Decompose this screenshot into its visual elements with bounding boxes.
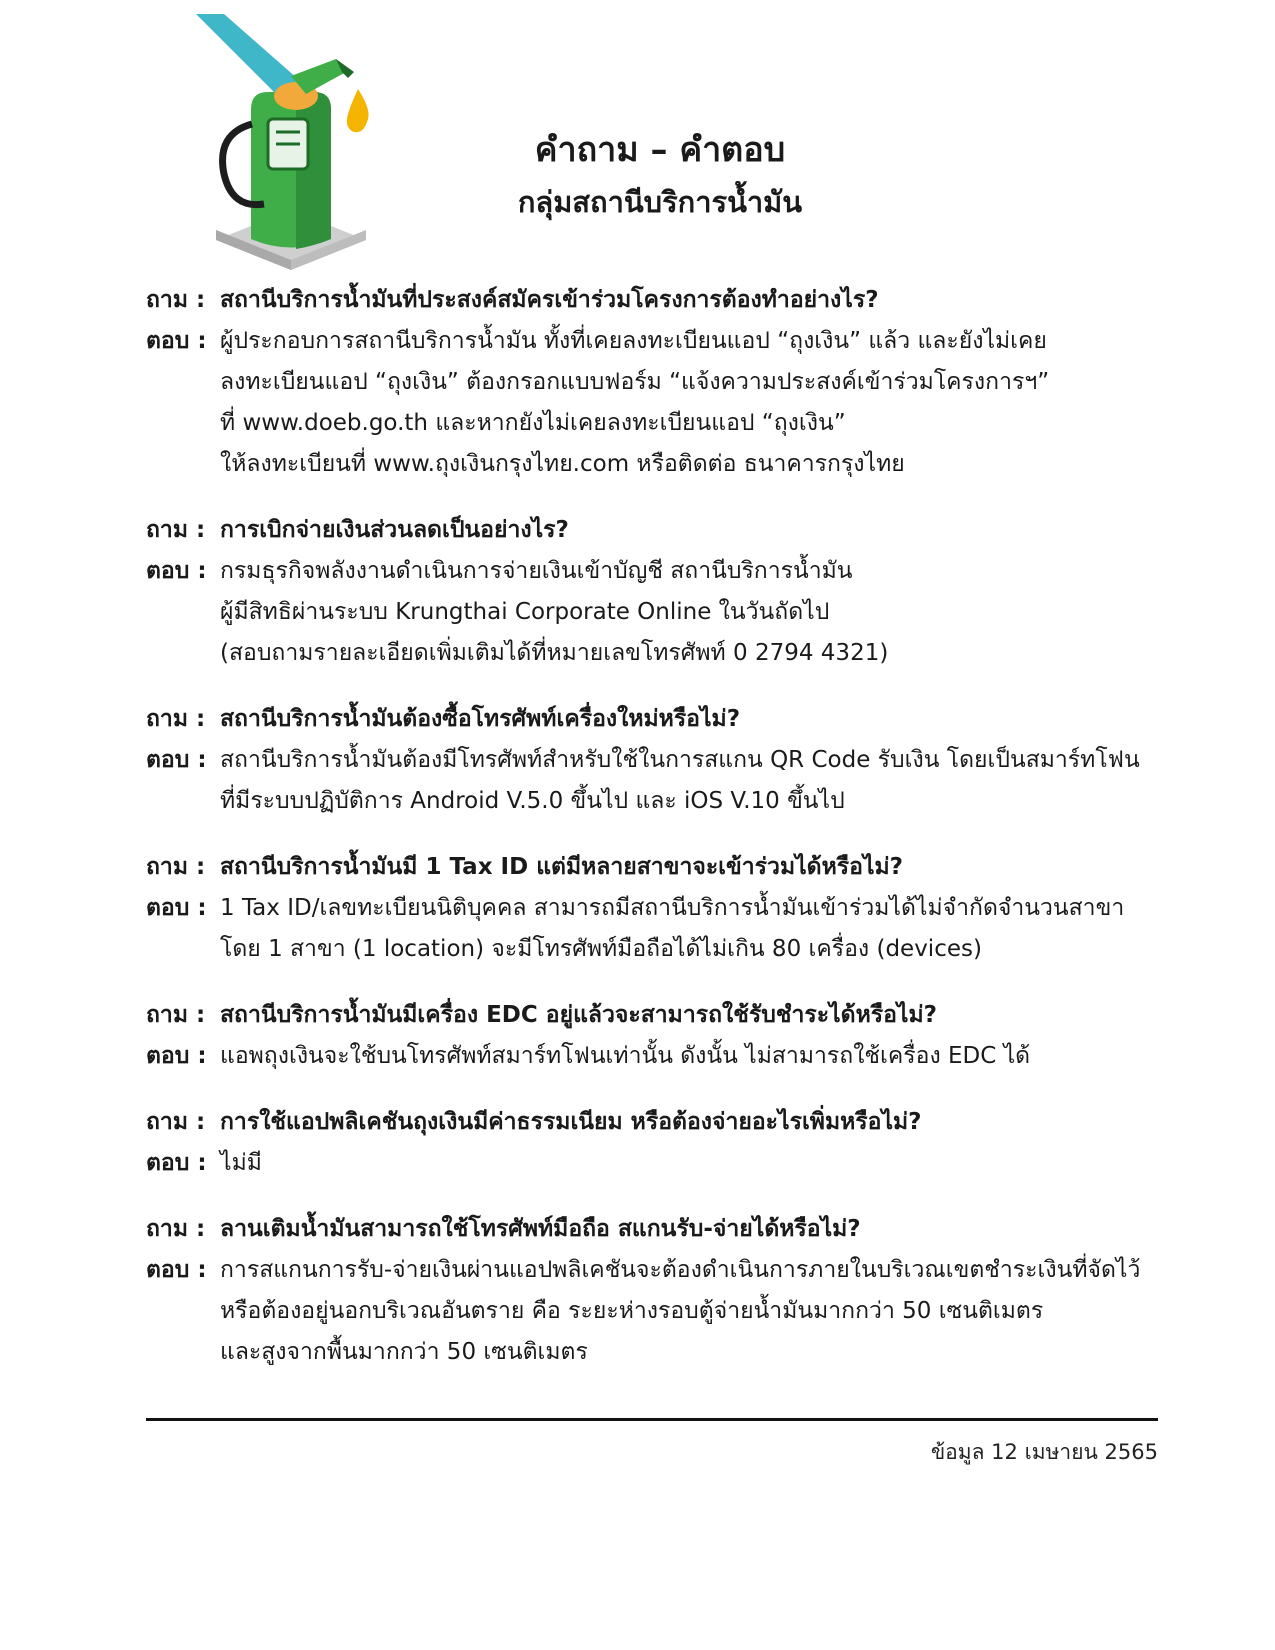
question-text: ลานเติมน้ำมันสามารถใช้โทรศัพท์มือถือ สแกนรับ-จ่ายได้หรือไม่?: [220, 1216, 861, 1242]
answer-row: [146, 888, 1146, 970]
question-label: ถาม :: [146, 706, 206, 732]
answer-line: โดย 1 สาขา (1 location) จะมีโทรศัพท์มือถือได้ไม่เกิน 80 เครื่อง (devices): [220, 936, 982, 962]
divider: [146, 1418, 1158, 1421]
answer-row: [146, 1250, 1146, 1373]
question-text: สถานีบริการน้ำมันที่ประสงค์สมัครเข้าร่วมโครงการต้องทำอย่างไร?: [220, 287, 879, 313]
answer-line: แอพถุงเงินจะใช้บนโทรศัพท์สมาร์ทโฟนเท่านั้น ดังนั้น ไม่สามารถใช้เครื่อง EDC ได้: [220, 1043, 1031, 1069]
question-text: สถานีบริการน้ำมันต้องซื้อโทรศัพท์เครื่องใหม่หรือไม่?: [220, 706, 741, 732]
answer-line: ให้ลงทะเบียนที่ www.ถุงเงินกรุงไทย.com หรือติดต่อ ธนาคารกรุงไทย: [220, 451, 905, 477]
qa-item: [146, 280, 1146, 485]
question-text: สถานีบริการน้ำมันมีเครื่อง EDC อยู่แล้วจะสามารถใช้รับชำระได้หรือไม่?: [220, 1002, 937, 1028]
answer-label: ตอบ :: [146, 747, 207, 773]
qa-list: [146, 280, 1146, 1398]
answer-text: [220, 888, 1124, 970]
qa-item: [146, 510, 1146, 674]
date-note: ข้อมูล 12 เมษายน 2565: [930, 1440, 1158, 1464]
answer-line: การสแกนการรับ-จ่ายเงินผ่านแอปพลิเคชันจะต้องดำเนินการภายในบริเวณเขตชำระเงินที่จัดไว้: [220, 1257, 1141, 1283]
question-row: [146, 1209, 1146, 1250]
fuel-pump-icon: [196, 14, 386, 270]
answer-text: [220, 1036, 1030, 1077]
answer-line: ผู้มีสิทธิผ่านระบบ Krungthai Corporate Online ในวันถัดไป: [220, 599, 830, 625]
answer-label: ตอบ :: [146, 895, 207, 921]
answer-line: ที่ www.doeb.go.th และหากยังไม่เคยลงทะเบียนแอป “ถุงเงิน”: [220, 410, 846, 436]
answer-label: ตอบ :: [146, 558, 207, 584]
question-row: [146, 1102, 1146, 1143]
page-subtitle: กลุ่มสถานีบริการน้ำมัน: [517, 185, 803, 219]
answer-row: [146, 551, 1146, 674]
question-label: ถาม :: [146, 517, 206, 543]
qa-item: [146, 995, 1146, 1077]
answer-line: ไม่มี: [220, 1150, 262, 1176]
answer-row: [146, 1143, 1146, 1184]
question-label: ถาม :: [146, 1002, 206, 1028]
answer-row: [146, 1036, 1146, 1077]
title-block: [440, 128, 880, 224]
answer-text: [220, 321, 1049, 485]
answer-line: (สอบถามรายละเอียดเพิ่มเติมได้ที่หมายเลขโทรศัพท์ 0 2794 4321): [220, 640, 889, 666]
qa-item: [146, 847, 1146, 970]
page-title: คำถาม – คำตอบ: [534, 130, 786, 170]
question-text: สถานีบริการน้ำมันมี 1 Tax ID แต่มีหลายสาขาจะเข้าร่วมได้หรือไม่?: [220, 854, 904, 880]
answer-label: ตอบ :: [146, 328, 207, 354]
answer-line: ผู้ประกอบการสถานีบริการน้ำมัน ทั้งที่เคยลงทะเบียนแอป “ถุงเงิน” แล้ว และยังไม่เคย: [220, 328, 1047, 354]
answer-text: [220, 551, 888, 674]
answer-line: กรมธุรกิจพลังงานดำเนินการจ่ายเงินเข้าบัญชี สถานีบริการน้ำมัน: [220, 558, 853, 584]
answer-row: [146, 321, 1146, 485]
question-row: [146, 699, 1146, 740]
question-text: การใช้แอปพลิเคชันถุงเงินมีค่าธรรมเนียม หรือต้องจ่ายอะไรเพิ่มหรือไม่?: [220, 1109, 922, 1135]
qa-item: [146, 699, 1146, 822]
answer-label: ตอบ :: [146, 1257, 207, 1283]
answer-text: [220, 1250, 1140, 1373]
qa-item: [146, 1209, 1146, 1373]
answer-line: ที่มีระบบปฏิบัติการ Android V.5.0 ขึ้นไป และ iOS V.10 ขึ้นไป: [220, 788, 845, 814]
answer-line: 1 Tax ID/เลขทะเบียนนิติบุคคล สามารถมีสถานีบริการน้ำมันเข้าร่วมได้ไม่จำกัดจำนวนสาขา: [220, 895, 1125, 921]
answer-line: ลงทะเบียนแอป “ถุงเงิน” ต้องกรอกแบบฟอร์ม “แจ้งความประสงค์เข้าร่วมโครงการฯ”: [220, 369, 1050, 395]
question-row: [146, 510, 1146, 551]
question-text: การเบิกจ่ายเงินส่วนลดเป็นอย่างไร?: [220, 517, 569, 543]
answer-label: ตอบ :: [146, 1043, 207, 1069]
qa-item: [146, 1102, 1146, 1184]
answer-label: ตอบ :: [146, 1150, 207, 1176]
question-row: [146, 280, 1146, 321]
answer-row: [146, 740, 1146, 822]
question-row: [146, 847, 1146, 888]
answer-text: [220, 740, 1140, 822]
question-label: ถาม :: [146, 287, 206, 313]
question-row: [146, 995, 1146, 1036]
question-label: ถาม :: [146, 1216, 206, 1242]
question-label: ถาม :: [146, 1109, 206, 1135]
answer-line: หรือต้องอยู่นอกบริเวณอันตราย คือ ระยะห่างรอบตู้จ่ายน้ำมันมากกว่า 50 เซนติเมตร: [220, 1298, 1044, 1324]
page-header: [0, 0, 1275, 270]
answer-line: และสูงจากพื้นมากกว่า 50 เซนติเมตร: [220, 1339, 588, 1365]
answer-line: สถานีบริการน้ำมันต้องมีโทรศัพท์สำหรับใช้ในการสแกน QR Code รับเงิน โดยเป็นสมาร์ทโฟน: [220, 747, 1140, 773]
question-label: ถาม :: [146, 854, 206, 880]
answer-text: [220, 1143, 262, 1184]
